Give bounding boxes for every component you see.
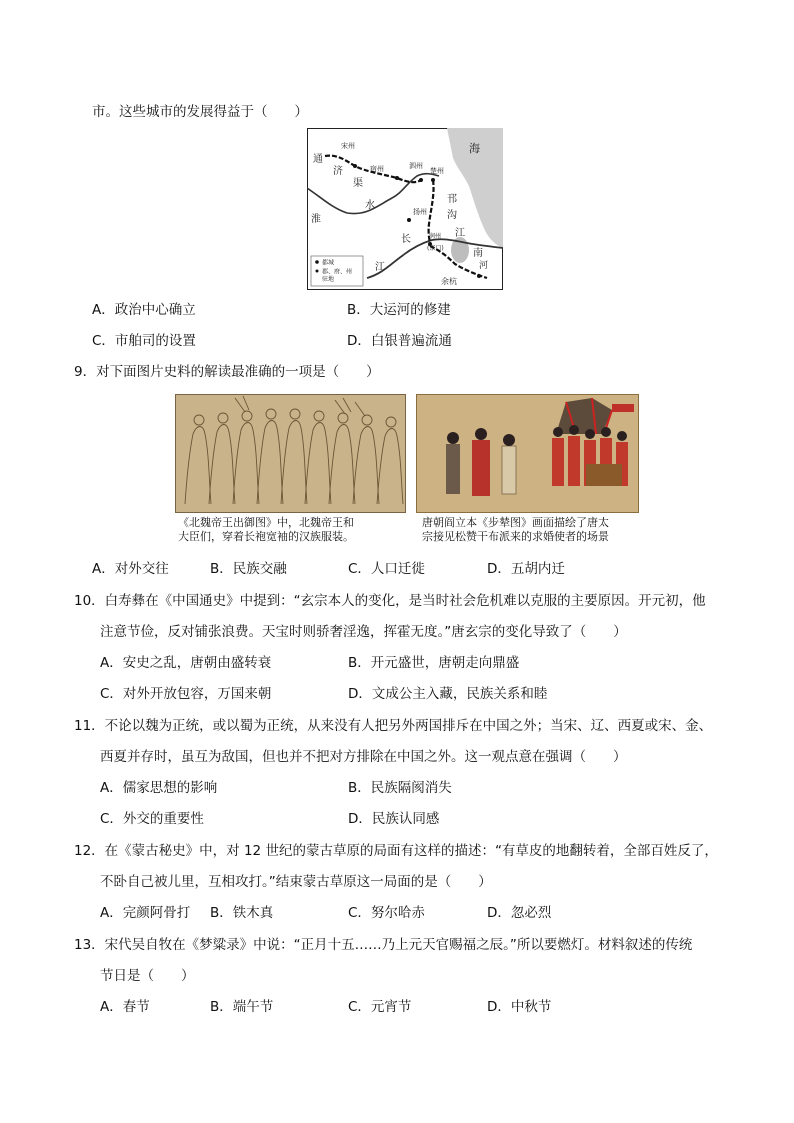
map-label-chang: 长 (401, 234, 411, 245)
q10-option-b[interactable]: B．开元盛世，唐朝走向鼎盛 (348, 655, 520, 671)
map-label-runzhou: 润州 (429, 233, 442, 240)
map-label-huai: 淮 (311, 214, 321, 225)
q10-line-1: 10．白寿彝在《中国通史》中提到：“玄宗本人的变化，是当时社会危机难以克服的主要原因。开元初，他 (74, 593, 706, 609)
q11-option-d[interactable]: D．民族认同感 (348, 811, 440, 827)
q11-option-b[interactable]: B．民族隔阂消失 (348, 780, 452, 796)
q11-line-1: 11．不论以魏为正统，或以蜀为正统，从来没有人把另外两国排斥在中国之外；当宋、辽、西夏或宋、金、 (74, 718, 713, 734)
beiwei-procession-svg (175, 394, 406, 513)
map-label-chuzhou: 楚州 (430, 167, 444, 175)
map-label-jingkou: (京口) (427, 245, 444, 252)
q12-option-a[interactable]: A．完颜阿骨打 (100, 905, 191, 921)
q8-option-c[interactable]: C．市舶司的设置 (92, 333, 196, 349)
map-label-nan: 南 (473, 248, 483, 259)
q8-stem-end: 市。这些城市的发展得益于（ ） (92, 104, 308, 120)
legend-capital-symbol (315, 260, 319, 264)
q12-line-2: 不卧自己被儿里，互相攻打。”结束蒙古草原这一局面的是（ ） (100, 874, 492, 890)
map-label-suzhou: 宿州 (370, 165, 384, 173)
q9-option-c[interactable]: C．人口迁徙 (348, 561, 425, 577)
q9-caption-right-1: 唐朝阎立本《步辇图》画面描绘了唐太 (422, 516, 609, 529)
map-label-songzhou: 宋州 (341, 142, 355, 150)
q9-option-a[interactable]: A．对外交往 (92, 561, 169, 577)
chuzhou-dot (431, 178, 435, 182)
q10-option-d[interactable]: D．文成公主入藏，民族关系和睦 (348, 686, 548, 702)
yuhang-dot (477, 274, 481, 278)
q13-option-a[interactable]: A．春节 (100, 999, 150, 1015)
q13-option-b[interactable]: B．端午节 (210, 999, 274, 1015)
map-label-hai: 海 (469, 142, 480, 155)
map-label-gou: 沟 (447, 210, 457, 221)
q8-option-a[interactable]: A．政治中心确立 (92, 302, 196, 318)
q10-line-2: 注意节俭，反对铺张浪费。天宝时则骄奢淫逸，挥霍无度。”唐玄宗的变化导致了（ ） (100, 624, 627, 640)
map-label-shui: 水 (365, 200, 375, 211)
q8-option-d[interactable]: D．白银普遍流通 (347, 333, 452, 349)
bunian-painting-image (416, 394, 639, 513)
q13-line-2: 节日是（ ） (100, 968, 195, 984)
q11-line-2: 西夏并存时，虽互为敌国，但也并不把对方排除在中国之外。这一观点意在强调（ ） (100, 749, 627, 765)
map-label-yuhang: 余杭 (441, 277, 457, 286)
songzhou-dot (353, 164, 357, 168)
q12-option-d[interactable]: D．忽必烈 (487, 905, 552, 921)
q12-line-1: 12．在《蒙古秘史》中，对 12 世纪的蒙古草原的局面有这样的描述：“有草皮的地翻转着，全部百姓反了， (74, 843, 718, 859)
canal-map (307, 128, 503, 290)
canal-map-svg (307, 128, 503, 290)
map-label-qu: 渠 (353, 178, 363, 189)
map-label-tong: 通 (313, 154, 323, 165)
legend-prefecture-label: 郡、府、州 (322, 268, 353, 276)
q9-caption-left-1: 《北魏帝王出御图》中，北魏帝王和 (178, 516, 354, 529)
q13-option-d[interactable]: D．中秋节 (487, 999, 552, 1015)
q13-option-c[interactable]: C．元宵节 (348, 999, 412, 1015)
q9-stem: 9．对下面图片史料的解读最准确的一项是（ ） (74, 364, 380, 380)
map-label-yangzhou: 扬州 (413, 208, 427, 216)
q11-option-a[interactable]: A．儒家思想的影响 (100, 780, 218, 796)
beiwei-procession-image (175, 394, 406, 513)
q13-line-1: 13．宋代吴自牧在《梦粱录》中说：“正月十五……乃上元天官赐福之辰。”所以要燃灯。材料叙述的传统 (74, 937, 693, 953)
suzhou-dot (395, 176, 399, 180)
q9-option-d[interactable]: D．五胡内迁 (487, 561, 565, 577)
q9-option-b[interactable]: B．民族交融 (210, 561, 287, 577)
map-label-jiang2: 江 (455, 228, 465, 239)
q12-option-c[interactable]: C．努尔哈赤 (348, 905, 425, 921)
q12-option-b[interactable]: B．铁木真 (210, 905, 274, 921)
legend-prefecture-symbol (316, 270, 319, 273)
q9-caption-right-2: 宗接见松赞干布派来的求婚使者的场景 (422, 530, 609, 543)
q10-option-c[interactable]: C．对外开放包容，万国来朝 (100, 686, 272, 702)
map-label-ji: 济 (333, 166, 343, 177)
yangzhou-dot (407, 218, 411, 222)
map-label-han: 邗 (447, 194, 457, 205)
q8-option-b[interactable]: B．大运河的修建 (347, 302, 451, 318)
map-label-jiang: 江 (375, 262, 385, 273)
q9-caption-left-2: 大臣们，穿着长袍宽袖的汉族服装。 (178, 530, 354, 543)
bunian-painting-svg (416, 394, 639, 513)
map-label-he: 河 (479, 261, 489, 271)
legend-prefecture-label-2: 驻地 (322, 276, 335, 283)
q11-option-c[interactable]: C．外交的重要性 (100, 811, 204, 827)
map-label-sizhou: 泗州 (409, 162, 423, 170)
legend-capital-label: 都城 (322, 259, 335, 267)
q10-option-a[interactable]: A．安史之乱，唐朝由盛转衰 (100, 655, 272, 671)
sizhou-dot (419, 178, 423, 182)
